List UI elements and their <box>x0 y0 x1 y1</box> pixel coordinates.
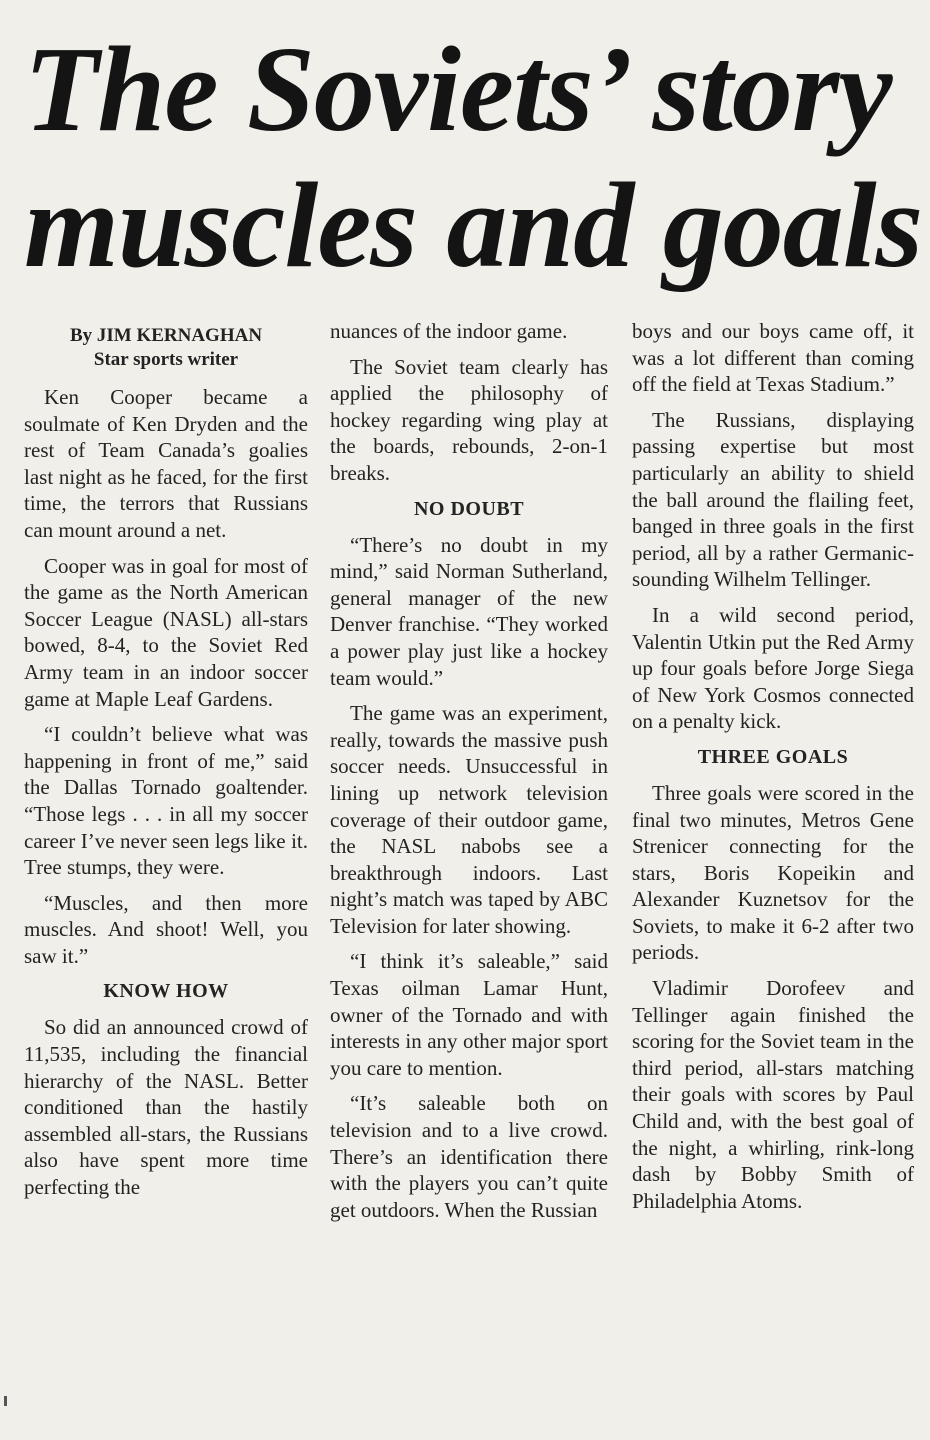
paragraph: Three goals were scored in the final two minutes, Metros Gene Strenicer connecting for the stars, Boris Kopeikin and Alexander Kuznetsov for the Soviets, to make it 6-2 after two periods. <box>632 780 914 965</box>
paragraph: Ken Cooper became a soulmate of Ken Dryden and the rest of Team Canada’s goalies last night as he faced, for the first time, the terrors that Russians can mount around a net. <box>24 385 308 542</box>
paragraph: Cooper was in goal for most of the game as the North American Soccer League (NASL) all-stars bowed, 8-4, to the Soviet Red Army team in an indoor soccer game at Maple Leaf Gardens. <box>24 553 308 711</box>
paragraph: The game was an experiment, really, towards the massive push soccer needs. Unsuccessful in lining up network television coverage of their outdoor game, the NASL nabobs see a breakthrough indoors. Last night’s match was taped by ABC Television for later showing. <box>330 701 608 938</box>
subhead-know-how: KNOW HOW <box>103 980 229 1003</box>
headline <box>24 22 923 294</box>
subhead-three-goals: THREE GOALS <box>697 745 849 768</box>
scan-edge-mark <box>4 1396 7 1406</box>
paragraph: “There’s no doubt in my mind,” said Norman Sutherland, general manager of the new Denver franchise. “They worked a power play just like a hockey team would.” <box>330 532 608 690</box>
headline-line-2: muscles and goals <box>24 158 923 293</box>
paragraph-continued: boys and our boys came off, it was a lot different than coming off the field at Texas Stadium.” <box>632 319 914 397</box>
paragraph: “Muscles, and then more muscles. And shoot! Well, you saw it.” <box>24 890 308 968</box>
paragraph: In a wild second period, Valentin Utkin put the Red Army up four goals before Jorge Siega of New York Cosmos connected on a penalty kick. <box>632 602 914 734</box>
paragraph: “I couldn’t believe what was happening in front of me,” said the Dallas Tornado goaltender. “Those legs . . . in all my soccer career I’ve never seen legs like it. Tree stumps, they were. <box>24 722 308 880</box>
paragraph: The Russians, displaying passing expertise but most particularly an ability to shield the ball around the flailing feet, banged in three goals in the first period, all by a rather Germanic-sounding Wilhelm Tellinger. <box>632 407 914 592</box>
byline <box>24 324 308 372</box>
paragraph: “It’s saleable both on television and to a live crowd. There’s an identification there with the players you can’t quite get outdoors. When the Russian <box>330 1091 608 1222</box>
paragraph-continued: nuances of the indoor game. <box>330 319 568 343</box>
headline-line-1: The Soviets’ story <box>24 22 892 157</box>
paragraph: Vladimir Dorofeev and Tellinger again finished the scoring for the Soviet team in the third period, all-stars matching their goals with scores by Paul Child and, with the best goal of the night, a whirling, rink-long dash by Bobby Smith of Philadelphia Atoms. <box>632 976 914 1213</box>
byline-name: By JIM KERNAGHAN <box>69 325 263 346</box>
paragraph: So did an announced crowd of 11,535, including the financial hierarchy of the NASL. Better conditioned than the hastily assembled all-stars, the Russians also have spent more time perfecting the <box>24 1015 308 1200</box>
paragraph: The Soviet team clearly has applied the philosophy of hockey regarding wing play at the boards, rebounds, 2-on-1 breaks. <box>330 354 608 485</box>
subhead-no-doubt: NO DOUBT <box>413 497 525 520</box>
byline-role: Star sports writer <box>93 349 239 370</box>
paragraph: “I think it’s saleable,” said Texas oilman Lamar Hunt, owner of the Tornado and with interests in any other major sport you care to mention. <box>330 949 608 1080</box>
article-column-2 <box>330 318 608 1232</box>
article-column-1 <box>24 318 308 1210</box>
article-column-3 <box>632 318 914 1223</box>
